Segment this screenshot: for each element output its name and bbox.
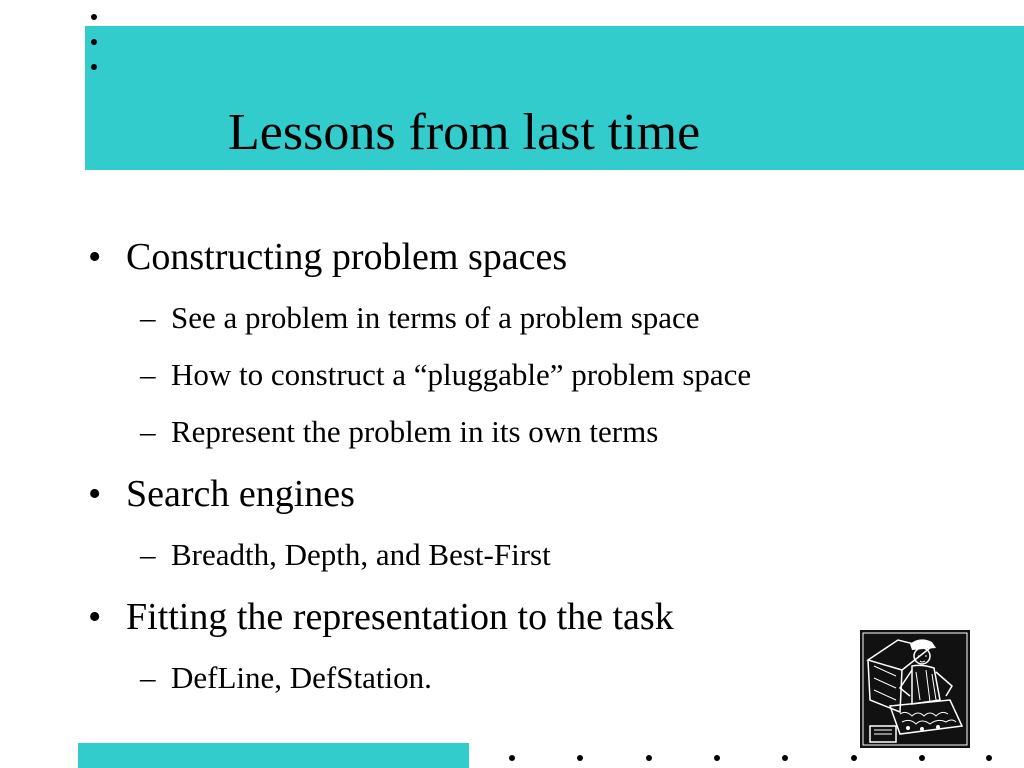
sub-bullet-item xyxy=(140,660,432,695)
decor-dot xyxy=(509,755,515,761)
bullet-item xyxy=(88,236,568,278)
sub-bullet-text: See a problem in terms of a problem space xyxy=(171,300,700,335)
decor-dot xyxy=(851,755,857,761)
decor-dot xyxy=(714,755,720,761)
decor-dot xyxy=(919,755,925,761)
sub-bullet-marker: – xyxy=(140,537,156,572)
sub-bullet-item xyxy=(140,537,551,572)
sub-bullet-marker: – xyxy=(140,414,156,449)
slide-title: Lessons from last time xyxy=(228,104,701,161)
decor-dot xyxy=(646,755,652,761)
sub-bullet-text: Breadth, Depth, and Best-First xyxy=(171,537,551,572)
bullet-item xyxy=(88,596,674,638)
bullet-marker: • xyxy=(88,236,102,278)
bottom-accent-bar xyxy=(78,743,469,768)
bullet-text: Fitting the representation to the task xyxy=(126,596,674,638)
sub-bullet-item xyxy=(140,300,700,335)
sub-bullet-marker: – xyxy=(140,357,156,392)
sub-bullet-text: Represent the problem in its own terms xyxy=(171,414,659,449)
decor-dot xyxy=(986,755,992,761)
bullet-marker: • xyxy=(88,473,102,515)
bullet-text: Search engines xyxy=(126,473,355,515)
bullet-marker: • xyxy=(88,596,102,638)
sub-bullet-marker: – xyxy=(140,300,156,335)
bullet-text: Constructing problem spaces xyxy=(126,236,568,278)
sub-bullet-text: How to construct a “pluggable” problem space xyxy=(171,357,752,392)
decor-dot xyxy=(782,755,788,761)
sub-bullet-item xyxy=(140,414,659,449)
sub-bullet-item xyxy=(140,357,752,392)
sub-bullet-text: DefLine, DefStation. xyxy=(171,660,432,695)
worker-with-toolbox-clipart-icon xyxy=(860,630,970,748)
sub-bullet-marker: – xyxy=(140,660,156,695)
bullet-item xyxy=(88,473,355,515)
decor-dot xyxy=(577,755,583,761)
